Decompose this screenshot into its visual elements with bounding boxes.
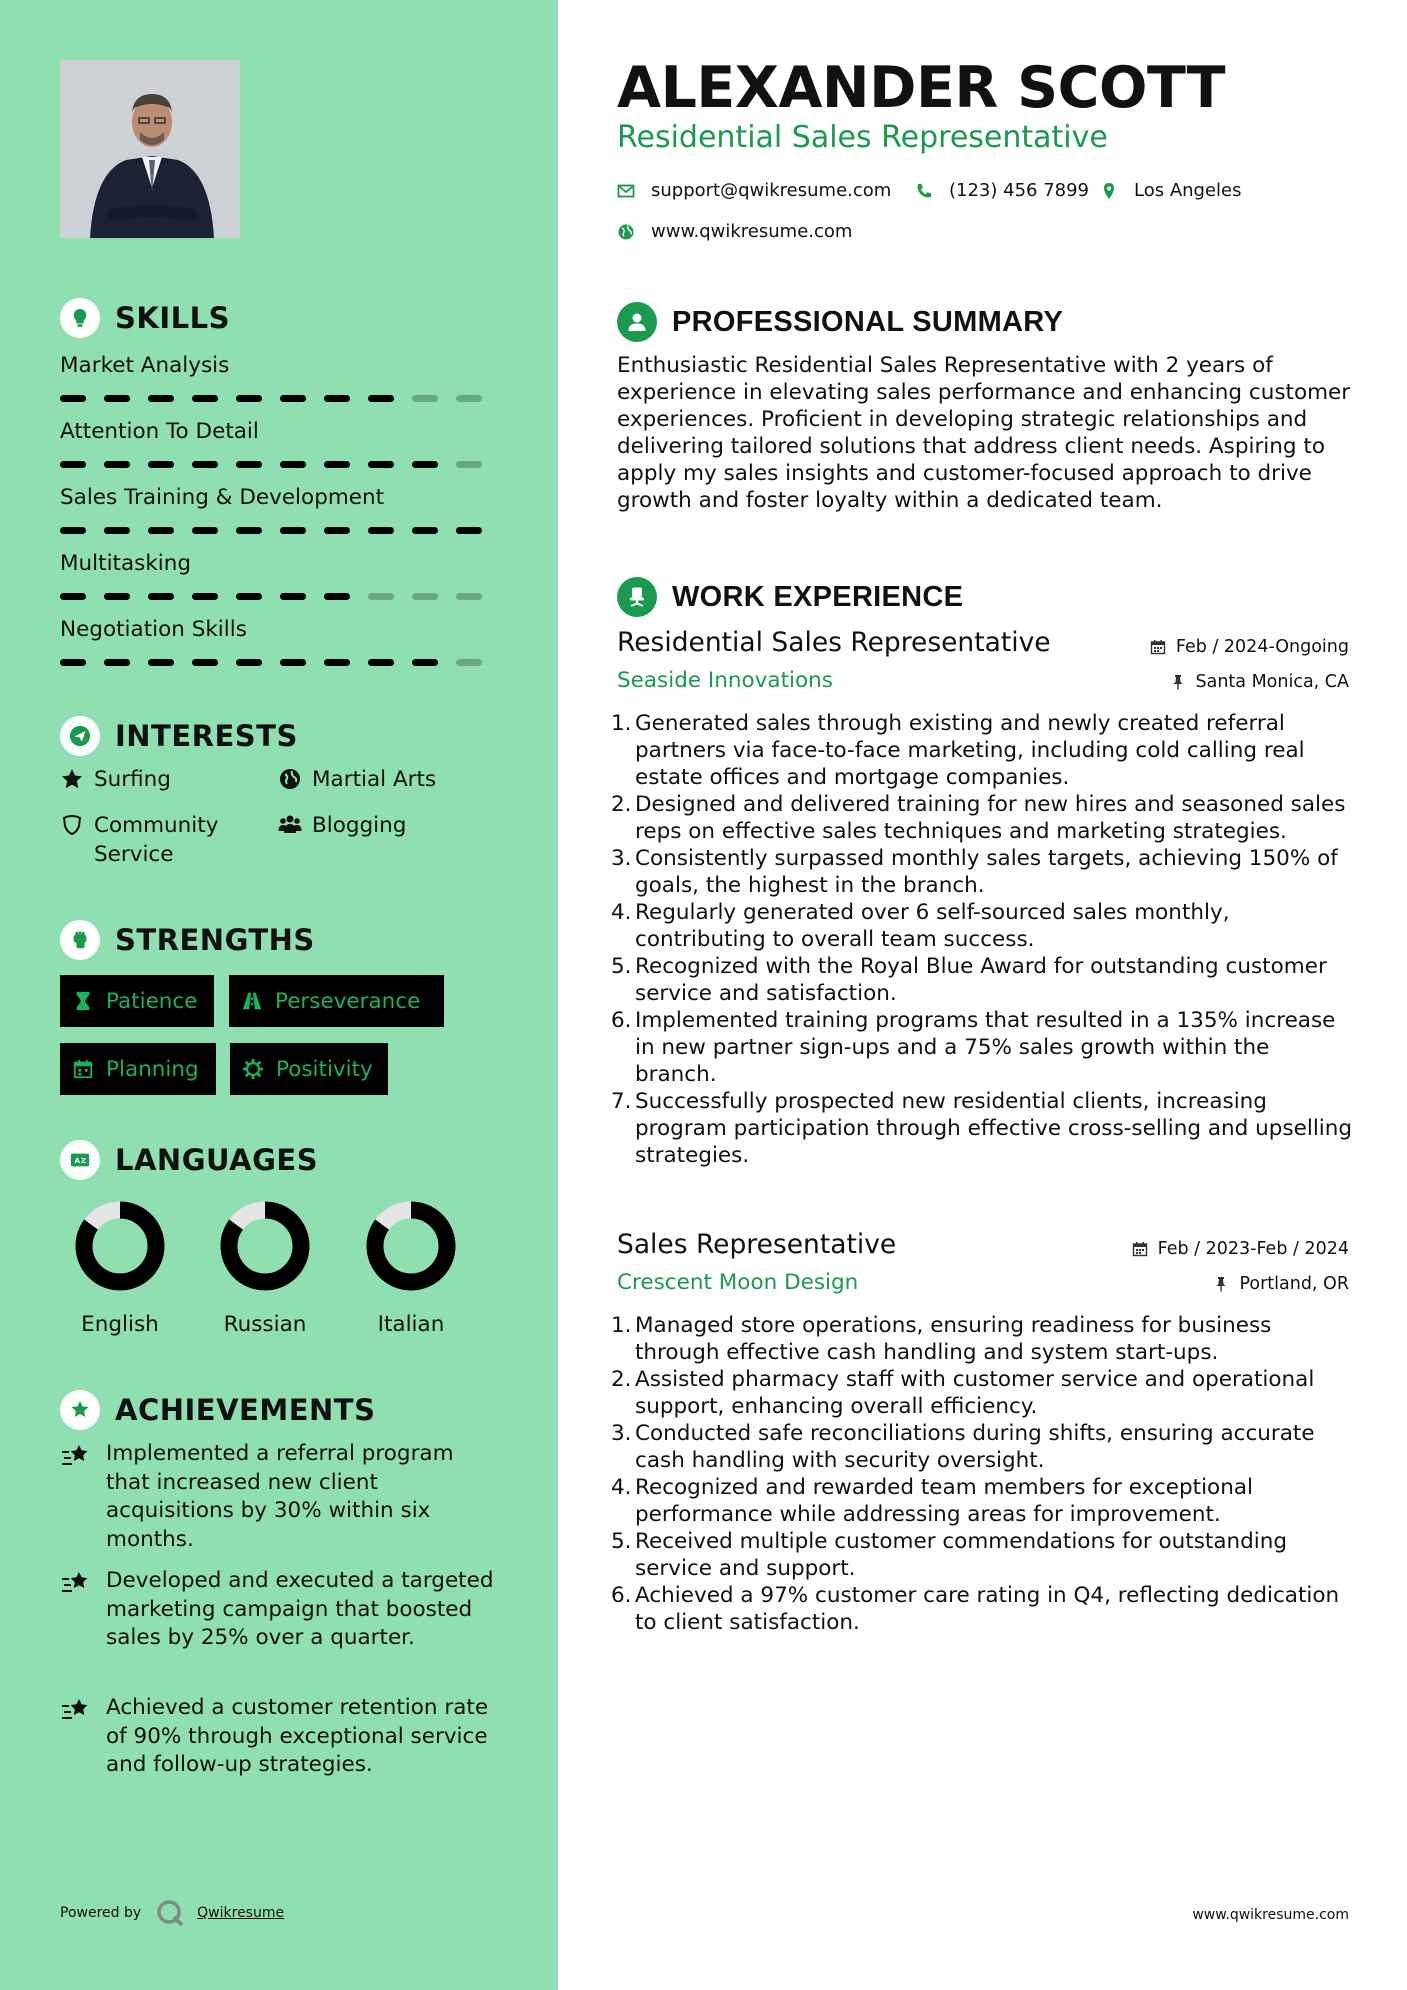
skill-label: Market Analysis xyxy=(60,353,230,378)
interest-label: Community Service xyxy=(94,813,219,867)
bullet-text: Recognized with the Royal Blue Award for outstanding customer service and satisfaction. xyxy=(635,954,1327,1006)
qwikresume-link[interactable]: Qwikresume xyxy=(197,1905,285,1921)
badge-icon xyxy=(60,813,84,837)
skill-dash-filled xyxy=(192,461,218,468)
skill-dash-filled xyxy=(104,395,130,402)
job-bullet xyxy=(611,845,1356,899)
shooting-star-icon xyxy=(60,1696,92,1724)
strength-label: Perseverance xyxy=(275,988,421,1014)
candidate-role: Residential Sales Representative xyxy=(617,120,1108,155)
job-title: Sales Representative xyxy=(617,1229,897,1260)
map-pin-icon xyxy=(1100,182,1118,200)
skill-dash-filled xyxy=(192,527,218,534)
language-donut xyxy=(219,1200,311,1292)
skill-item xyxy=(60,418,500,469)
star-icon xyxy=(60,767,84,791)
skill-label: Sales Training & Development xyxy=(60,485,385,510)
job-dates xyxy=(1150,637,1349,657)
profile-photo xyxy=(60,60,240,238)
skill-dash-filled xyxy=(148,659,174,666)
bullet-text: Regularly generated over 6 self-sourced sales monthly, contributing to overall team success. xyxy=(635,900,1230,952)
phone-icon xyxy=(915,182,933,200)
skill-dash-filled xyxy=(236,659,262,666)
interest-label: Martial Arts xyxy=(312,767,437,792)
job-company: Seaside Innovations xyxy=(617,668,833,693)
strength-tag xyxy=(60,975,214,1027)
job-location-text: Portland, OR xyxy=(1239,1274,1349,1294)
job-bullet xyxy=(611,899,1356,953)
language-donut xyxy=(365,1200,457,1292)
strengths-title: STRENGTHS xyxy=(115,923,315,957)
language-donut xyxy=(74,1200,166,1292)
phone-text: (123) 456 7899 xyxy=(949,180,1090,201)
skill-dash-filled xyxy=(236,527,262,534)
skill-item xyxy=(60,550,500,601)
translate-icon xyxy=(60,1140,100,1180)
strength-tag xyxy=(60,1043,216,1095)
skill-dash-filled xyxy=(104,461,130,468)
bullet-text: Managed store operations, ensuring readiness for business through effective cash handling and system start-ups. xyxy=(635,1313,1272,1365)
calendar-icon xyxy=(1150,639,1166,655)
job-bullets xyxy=(611,710,1356,1169)
skill-dash-filled xyxy=(60,461,86,468)
achievements-header xyxy=(60,1388,375,1432)
job-bullet xyxy=(611,1007,1356,1088)
users-icon xyxy=(278,813,302,837)
skill-dash-filled xyxy=(324,395,350,402)
language-item xyxy=(55,1200,185,1337)
language-label: Russian xyxy=(223,1312,307,1337)
skill-dash-filled xyxy=(368,461,394,468)
bullet-text: Recognized and rewarded team members for exceptional performance while addressing areas for improvement. xyxy=(635,1475,1253,1527)
job-bullet xyxy=(611,1088,1356,1169)
strength-label: Positivity xyxy=(276,1056,373,1082)
bullet-text: Successfully prospected new residential clients, increasing program participation through effective cross-selling and upselling strategies. xyxy=(635,1089,1353,1168)
bullet-text: Generated sales through existing and newly created referral partners via face-to-face marketing, including cold calling real estate offices and mortgage companies. xyxy=(635,711,1305,790)
bullet-number: 6. xyxy=(611,1583,632,1608)
skill-dash-filled xyxy=(236,593,262,600)
website-text: www.qwikresume.com xyxy=(651,221,853,242)
globe-icon xyxy=(278,767,302,791)
achievements-title: ACHIEVEMENTS xyxy=(115,1393,376,1427)
job-bullets xyxy=(611,1312,1356,1636)
office-chair-icon xyxy=(617,577,657,617)
language-label: English xyxy=(81,1312,159,1337)
strength-label: Patience xyxy=(106,988,198,1014)
contact-website[interactable] xyxy=(617,221,852,242)
achievement-text: Achieved a customer retention rate of 90% through exceptional service and follow-up strategies. xyxy=(106,1695,489,1777)
skill-dash-filled xyxy=(104,659,130,666)
interest-label: Blogging xyxy=(312,813,407,838)
candidate-name: ALEXANDER SCOTT xyxy=(617,55,1226,121)
skill-item xyxy=(60,352,500,403)
achievement-item xyxy=(60,1567,500,1653)
skill-dash-empty xyxy=(368,593,394,600)
job-bullet xyxy=(611,1528,1356,1582)
job-company: Crescent Moon Design xyxy=(617,1270,859,1295)
interests-header xyxy=(60,714,298,758)
skill-dash-filled xyxy=(456,527,482,534)
qwikresume-logo-icon xyxy=(155,1898,185,1928)
job-location xyxy=(1213,1274,1349,1294)
bullet-number: 6. xyxy=(611,1008,632,1033)
skill-bar xyxy=(60,659,500,667)
globe-icon xyxy=(617,223,635,241)
job-bullet xyxy=(611,1312,1356,1366)
bullet-number: 3. xyxy=(611,1421,632,1446)
skill-dash-filled xyxy=(60,659,86,666)
strength-tag xyxy=(229,975,444,1027)
job-bullet xyxy=(611,953,1356,1007)
bullet-text: Designed and delivered training for new hires and seasoned sales reps on effective sales techniques and marketing strategies. xyxy=(635,792,1346,844)
job-bullet xyxy=(611,710,1356,791)
skill-dash-filled xyxy=(192,395,218,402)
contact-email[interactable] xyxy=(617,180,891,201)
experience-header xyxy=(617,575,963,619)
svg-text:Z: Z xyxy=(80,1156,87,1166)
skill-bar xyxy=(60,593,500,601)
bullet-text: Implemented training programs that resulted in a 135% increase in new partner sign-ups and a 75% sales growth within the branch. xyxy=(635,1008,1336,1087)
skill-dash-empty xyxy=(456,593,482,600)
skill-dash-filled xyxy=(60,527,86,534)
skill-bar xyxy=(60,395,500,403)
achievement-item xyxy=(60,1694,500,1780)
lightbulb-icon xyxy=(60,298,100,338)
interests-title: INTERESTS xyxy=(115,719,298,753)
job-bullet xyxy=(611,1420,1356,1474)
job-dates-text: Feb / 2024-Ongoing xyxy=(1175,637,1349,657)
skill-label: Attention To Detail xyxy=(60,419,259,444)
skill-dash-filled xyxy=(236,461,262,468)
skill-dash-filled xyxy=(148,593,174,600)
interest-item xyxy=(60,765,260,794)
skill-bar xyxy=(60,461,500,469)
skill-dash-filled xyxy=(236,395,262,402)
summary-text: Enthusiastic Residential Sales Representative with 2 years of experience in elevating sales performance and enhancing customer experiences. Proficient in developing strategic relationships and delivering tailored solutions that address client needs. Aspiring to apply my sales insights and customer-focused approach to drive growth and foster loyalty within a dedicated team. xyxy=(617,353,1351,513)
bullet-number: 2. xyxy=(611,792,632,817)
skill-bar xyxy=(60,527,500,535)
skill-dash-filled xyxy=(412,527,438,534)
gear-icon xyxy=(242,1058,264,1080)
skill-dash-filled xyxy=(368,527,394,534)
achievement-text: Implemented a referral program that increased new client acquisitions by 30% within six months. xyxy=(106,1441,454,1552)
interest-label: Surfing xyxy=(94,767,171,792)
interest-item xyxy=(60,811,260,869)
skills-header xyxy=(60,296,230,340)
skill-dash-filled xyxy=(412,659,438,666)
skill-dash-filled xyxy=(280,527,306,534)
skill-dash-filled xyxy=(368,659,394,666)
bullet-text: Conducted safe reconciliations during shifts, ensuring accurate cash handling with security oversight. xyxy=(635,1421,1315,1473)
skills-title: SKILLS xyxy=(115,301,230,335)
skill-dash-filled xyxy=(280,395,306,402)
language-item xyxy=(200,1200,330,1337)
skill-dash-filled xyxy=(280,461,306,468)
skill-dash-filled xyxy=(324,593,350,600)
experience-title: WORK EXPERIENCE xyxy=(672,580,964,613)
bullet-number: 5. xyxy=(611,954,632,979)
powered-by-label: Powered by xyxy=(60,1905,142,1921)
strengths-header xyxy=(60,918,315,962)
skill-dash-empty xyxy=(412,593,438,600)
skill-dash-filled xyxy=(104,527,130,534)
job-dates xyxy=(1132,1239,1349,1259)
skill-dash-filled xyxy=(280,659,306,666)
pushpin-icon xyxy=(1213,1276,1229,1292)
skill-dash-empty xyxy=(412,395,438,402)
bullet-text: Received multiple customer commendations for outstanding service and support. xyxy=(635,1529,1288,1581)
bullet-number: 7. xyxy=(611,1089,632,1114)
calendar-icon xyxy=(72,1058,94,1080)
skill-dash-filled xyxy=(60,395,86,402)
skill-item xyxy=(60,616,500,667)
bullet-number: 1. xyxy=(611,711,632,736)
skill-label: Multitasking xyxy=(60,551,192,576)
skill-dash-filled xyxy=(280,593,306,600)
strength-tag xyxy=(230,1043,388,1095)
contact-phone[interactable] xyxy=(915,180,1089,201)
email-text: support@qwikresume.com xyxy=(651,180,892,201)
summary-title: PROFESSIONAL SUMMARY xyxy=(672,305,1064,338)
envelope-icon xyxy=(617,182,635,200)
portrait-image xyxy=(60,60,240,238)
achievement-text: Developed and executed a targeted marketing campaign that boosted sales by 25% over a quarter. xyxy=(106,1568,494,1650)
languages-header xyxy=(60,1138,318,1182)
shooting-star-icon xyxy=(60,1442,92,1470)
language-item xyxy=(346,1200,476,1337)
strength-label: Planning xyxy=(106,1056,199,1082)
achievement-item xyxy=(60,1440,500,1554)
job-title: Residential Sales Representative xyxy=(617,627,1051,658)
user-icon xyxy=(617,302,657,342)
skill-dash-empty xyxy=(456,659,482,666)
fist-icon xyxy=(60,920,100,960)
skill-dash-empty xyxy=(456,461,482,468)
job-dates-text: Feb / 2023-Feb / 2024 xyxy=(1157,1239,1349,1259)
skill-dash-filled xyxy=(192,593,218,600)
skill-dash-empty xyxy=(456,395,482,402)
road-icon xyxy=(241,990,263,1012)
language-label: Italian xyxy=(377,1312,445,1337)
skill-dash-filled xyxy=(60,593,86,600)
pushpin-icon xyxy=(1170,674,1186,690)
shooting-star-icon xyxy=(60,1569,92,1597)
skill-dash-filled xyxy=(148,527,174,534)
job-location xyxy=(1170,672,1350,692)
svg-text:A: A xyxy=(74,1156,81,1166)
paper-plane-icon xyxy=(60,716,100,756)
bullet-text: Assisted pharmacy staff with customer service and operational support, enhancing overall efficiency. xyxy=(635,1367,1315,1419)
hourglass-icon xyxy=(72,990,94,1012)
skill-dash-filled xyxy=(104,593,130,600)
job-bullet xyxy=(611,1582,1356,1636)
skill-dash-filled xyxy=(324,527,350,534)
skill-dash-filled xyxy=(412,461,438,468)
bullet-number: 1. xyxy=(611,1313,632,1338)
interest-item xyxy=(278,811,498,840)
skill-dash-filled xyxy=(148,461,174,468)
skill-label: Negotiation Skills xyxy=(60,617,247,642)
job-location-text: Santa Monica, CA xyxy=(1195,672,1349,692)
bullet-number: 5. xyxy=(611,1529,632,1554)
job-bullet xyxy=(611,791,1356,845)
bullet-text: Consistently surpassed monthly sales targets, achieving 150% of goals, the highest in the branch. xyxy=(635,846,1338,898)
skill-item xyxy=(60,484,500,535)
skill-dash-filled xyxy=(368,395,394,402)
skill-dash-filled xyxy=(192,659,218,666)
award-star-icon xyxy=(60,1390,100,1430)
interest-item xyxy=(278,765,498,794)
languages-title: LANGUAGES xyxy=(115,1143,319,1177)
job-bullet xyxy=(611,1366,1356,1420)
bullet-number: 3. xyxy=(611,846,632,871)
summary-header xyxy=(617,300,1063,344)
location-text: Los Angeles xyxy=(1134,180,1242,201)
powered-by xyxy=(60,1898,284,1928)
calendar-icon xyxy=(1132,1241,1148,1257)
bullet-text: Achieved a 97% customer care rating in Q4, reflecting dedication to client satisfaction. xyxy=(635,1583,1340,1635)
job-bullet xyxy=(611,1474,1356,1528)
skill-dash-filled xyxy=(324,461,350,468)
skill-dash-filled xyxy=(148,395,174,402)
skill-dash-filled xyxy=(324,659,350,666)
bullet-number: 2. xyxy=(611,1367,632,1392)
bullet-number: 4. xyxy=(611,900,632,925)
bullet-number: 4. xyxy=(611,1475,632,1500)
footer-website[interactable]: www.qwikresume.com xyxy=(1192,1907,1349,1923)
contact-location xyxy=(1100,180,1242,201)
